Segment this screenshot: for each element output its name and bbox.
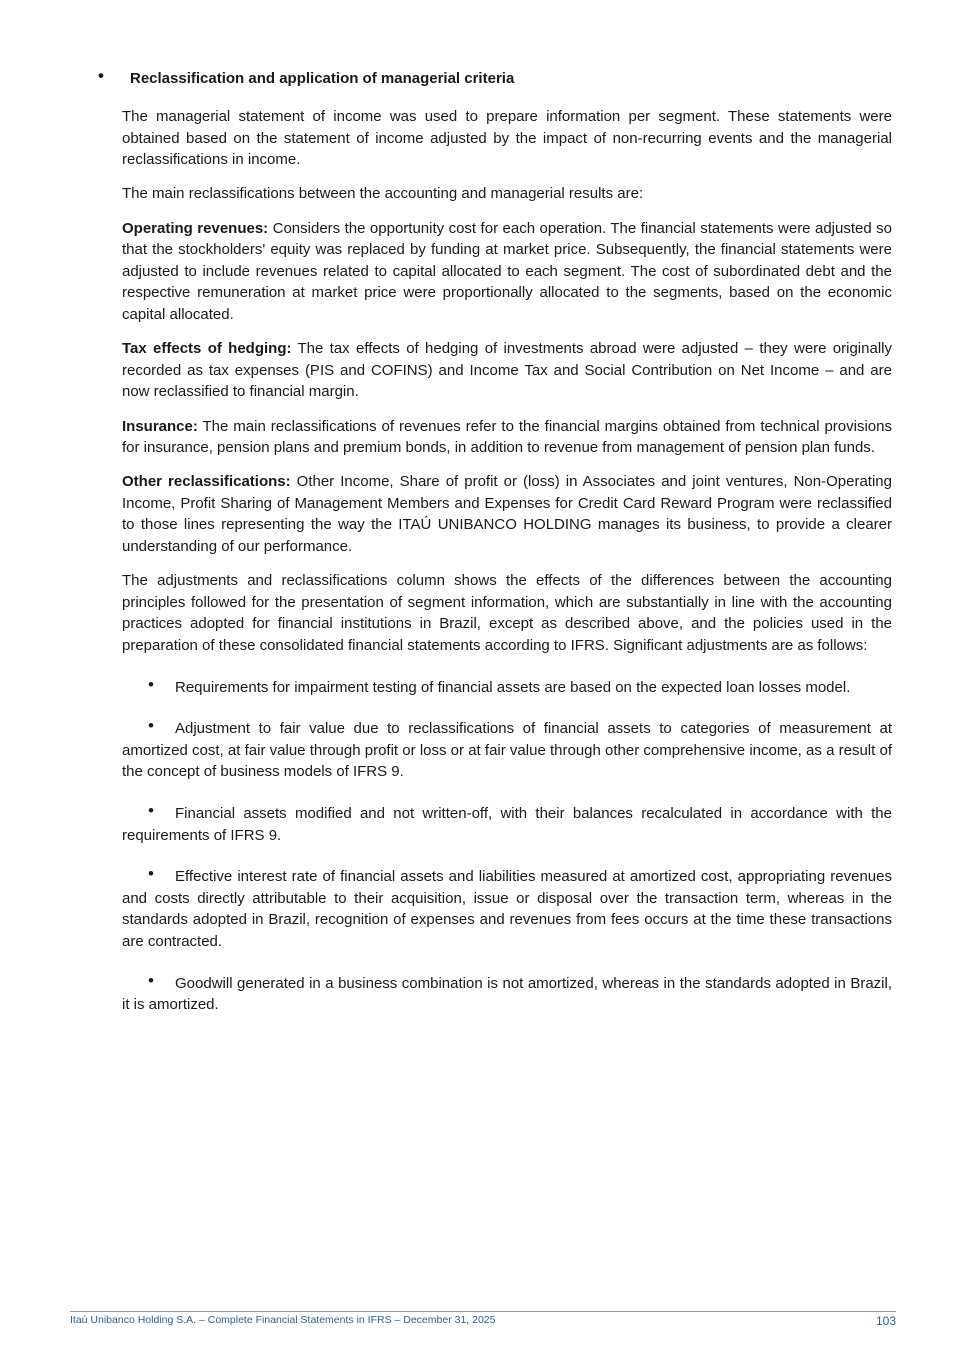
heading-bullet: • bbox=[98, 66, 104, 85]
footer-divider bbox=[70, 1311, 896, 1312]
page-number: 103 bbox=[875, 1314, 896, 1328]
list-item-text: Goodwill generated in a business combination is not amortized, whereas in the standards adopted in Brazil, it is amortized. bbox=[122, 974, 892, 1014]
main-reclassifications-paragraph: The main reclassifications between the accounting and managerial results are: bbox=[122, 185, 644, 203]
operating-revenues-text: Considers the opportunity cost for each operation. The financial statements were adjusted so that the stockholders' equity was replaced by funding at market price. Subsequently, the financial statements were adjusted to include revenues related to capital allocated to each segment. The cost of subordinated debt and the respective remuneration at market price were proportionally allocated to the segments, based on the economic capital allocated. bbox=[122, 219, 892, 323]
insurance-label: Insurance: bbox=[122, 417, 198, 435]
list-bullet: • bbox=[148, 970, 154, 990]
adjustments-list bbox=[122, 674, 892, 1016]
list-item bbox=[122, 718, 892, 783]
section-body bbox=[122, 106, 892, 1036]
other-reclassifications-paragraph bbox=[122, 471, 892, 557]
intro-paragraph: The managerial statement of income was used to prepare information per segment. These statements were obtained based on the statement of income adjusted by the impact of non-recurring events and the managerial reclassifications in income. bbox=[122, 108, 892, 169]
list-bullet: • bbox=[148, 674, 154, 694]
adjustments-paragraph: The adjustments and reclassifications column shows the effects of the differences between the accounting principles followed for the presentation of segment information, which are substantially in line with the accounting practices adopted for financial institutions in Brazil, except as described above, and the policies used in the preparation of these consolidated financial statements according to IFRS. Significant adjustments are as follows: bbox=[122, 572, 892, 655]
other-reclassifications-label: Other reclassifications: bbox=[122, 473, 291, 491]
list-item bbox=[122, 803, 892, 846]
tax-effects-label: Tax effects of hedging: bbox=[122, 340, 292, 358]
list-item-text: Requirements for impairment testing of financial assets are based on the expected loan losses model. bbox=[175, 678, 851, 696]
tax-effects-paragraph bbox=[122, 338, 892, 403]
list-item bbox=[122, 674, 892, 699]
list-item bbox=[122, 866, 892, 952]
list-bullet: • bbox=[148, 716, 154, 736]
list-item-text: Effective interest rate of financial assets and liabilities measured at amortized cost, appropriating revenues and costs directly attributable to their acquisition, issue or disposal over the transaction term, whereas in the standards adopted in Brazil, recognition of expenses and revenues from fees occurs at the time these transactions are contracted. bbox=[122, 868, 892, 950]
section-heading-text: Reclassification and application of managerial criteria bbox=[130, 70, 515, 87]
list-bullet: • bbox=[148, 864, 154, 884]
other-reclassifications-text: Other Income, Share of profit or (loss) in Associates and joint ventures, Non-Operating Income, Profit Sharing of Management Members and Expenses for Credit Card Reward Program were reclassified to those lines representing the way the ITAÚ UNIBANCO HOLDING manages its business, to provide a clearer understanding of our performance. bbox=[122, 473, 892, 556]
tax-effects-text: The tax effects of hedging of investments abroad were adjusted – they were originally recorded as tax expenses (PIS and COFINS) and Income Tax and Social Contribution on Net Income – and are now reclassified to financial margin. bbox=[122, 340, 892, 401]
list-item-text: Financial assets modified and not written-off, with their balances recalculated in accordance with the requirements of IFRS 9. bbox=[122, 805, 892, 844]
list-item bbox=[122, 970, 892, 1016]
insurance-paragraph bbox=[122, 416, 892, 459]
list-item-text: Adjustment to fair value due to reclassifications of financial assets to categories of measurement at amortized cost, at fair value through profit or loss or at fair value through other comprehensive income, as a result of the concept of business models of IFRS 9. bbox=[122, 720, 892, 781]
list-bullet: • bbox=[148, 801, 154, 820]
operating-revenues-label: Operating revenues: bbox=[122, 219, 269, 237]
insurance-text: The main reclassifications of revenues refer to the financial margins obtained from technical provisions for insurance, pension plans and premium bonds, in addition to revenue from management of pension plan funds. bbox=[122, 417, 892, 457]
operating-revenues-paragraph bbox=[122, 218, 892, 326]
footer-text: Itaú Unibanco Holding S.A. – Complete Financial Statements in IFRS – December 31, 2025 bbox=[70, 1314, 496, 1326]
